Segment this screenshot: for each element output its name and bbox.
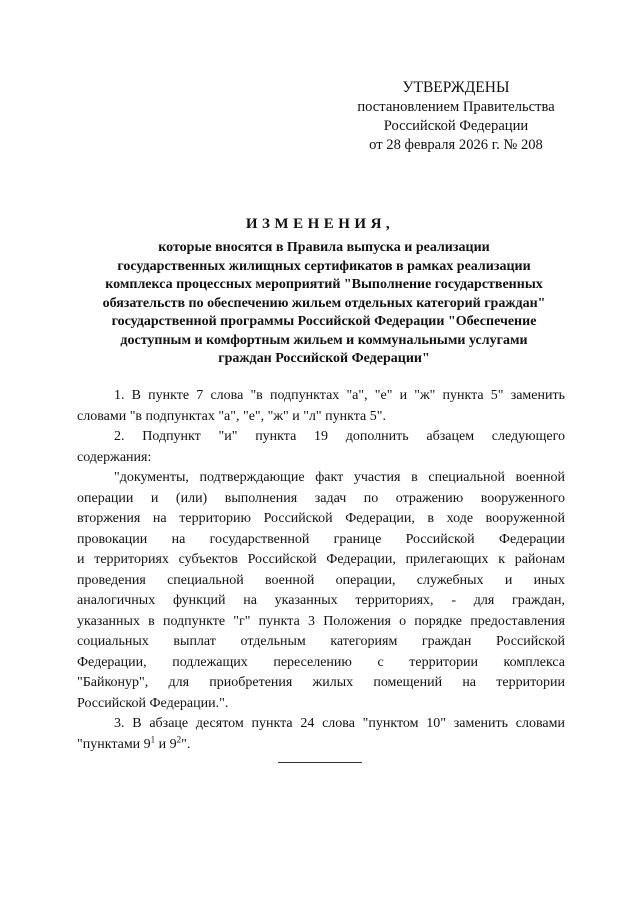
paragraph-line: 1. В пункте 7 слова "в подпунктах "а", "е" и "ж" пункта 5" заменить — [114, 388, 565, 403]
document-subtitle — [82, 239, 566, 369]
paragraph-line: 2. Подпункт "и" пункта 19 дополнить абзацем следующего — [114, 429, 565, 444]
subtitle-line: государственных жилищных сертификатов в рамках реализации — [117, 258, 531, 274]
superscript: 1 — [150, 733, 156, 744]
subtitle-line: доступным и комфортным жильем и коммунальными услугами — [120, 332, 528, 348]
superscript: 2 — [176, 733, 182, 744]
paragraph-line: операции и (или) выполнения задач по отражению вооруженного — [77, 490, 565, 506]
approval-line: от 28 февраля 2026 г. № 208 — [369, 137, 543, 153]
subtitle-line: комплекса процессных мероприятий "Выполнение государственных — [105, 277, 543, 292]
paragraph-3 — [77, 714, 565, 755]
paragraph-2 — [77, 427, 565, 468]
subtitle-line: граждан Российской Федерации" — [218, 351, 430, 366]
paragraph-line: и территориях субъектов Российской Федерации, прилегающих к районам — [77, 552, 565, 567]
paragraph-line: социальных выплат отдельным категориям граждан Российской — [77, 634, 565, 649]
document-body — [77, 386, 565, 755]
text-run: и 9 — [155, 736, 177, 752]
paragraph-line: указанных в подпункте "г" пункта 3 Положения о порядке предоставления — [77, 613, 565, 629]
paragraph-line: вторжения на территорию Российской Федерации, в ходе вооруженной — [77, 511, 565, 526]
approval-heading: УТВЕРЖДЕНЫ — [402, 79, 510, 96]
paragraph-line: "Байконур", для приобретения жилых помещений на территории — [77, 675, 565, 690]
text-run: "пунктами 9 — [77, 736, 151, 752]
quoted-paragraph — [77, 468, 565, 714]
paragraph-line: Российской Федерации.". — [77, 695, 229, 711]
approval-stamp — [330, 78, 582, 155]
paragraph-line: проведения специальной военной операции, служебных и иных — [77, 572, 565, 588]
document-title: ИЗМЕНЕНИЯ, — [245, 216, 395, 232]
approval-line: Российской Федерации — [383, 118, 529, 134]
paragraph-line: аналогичных функций на указанных территориях, - для граждан, — [77, 593, 565, 608]
end-divider — [278, 762, 362, 763]
paragraph-1 — [77, 386, 565, 427]
paragraph-line: Федерации, подлежащих переселению с территории комплекса — [77, 654, 565, 670]
paragraph-line: провокации на государственной границе Российской Федерации — [77, 531, 565, 547]
subtitle-line: которые вносятся в Правила выпуска и реализации — [158, 240, 490, 255]
text-run: ". — [181, 736, 191, 752]
subtitle-line: обязательств по обеспечению жильем отдельных категорий граждан" — [102, 295, 546, 311]
paragraph-line — [77, 735, 565, 756]
paragraph-line: "документы, подтверждающие факт участия в специальной военной — [114, 470, 565, 485]
subtitle-line: государственной программы Российской Федерации "Обеспечение — [111, 314, 537, 329]
paragraph-line: содержания: — [77, 449, 152, 465]
paragraph-line: 3. В абзаце десятом пункта 24 слова "пунктом 10" заменить словами — [114, 716, 565, 731]
approval-line: постановлением Правительства — [357, 99, 555, 115]
paragraph-line: словами "в подпунктах "а", "е", "ж" и "л" пункта 5". — [77, 408, 386, 424]
